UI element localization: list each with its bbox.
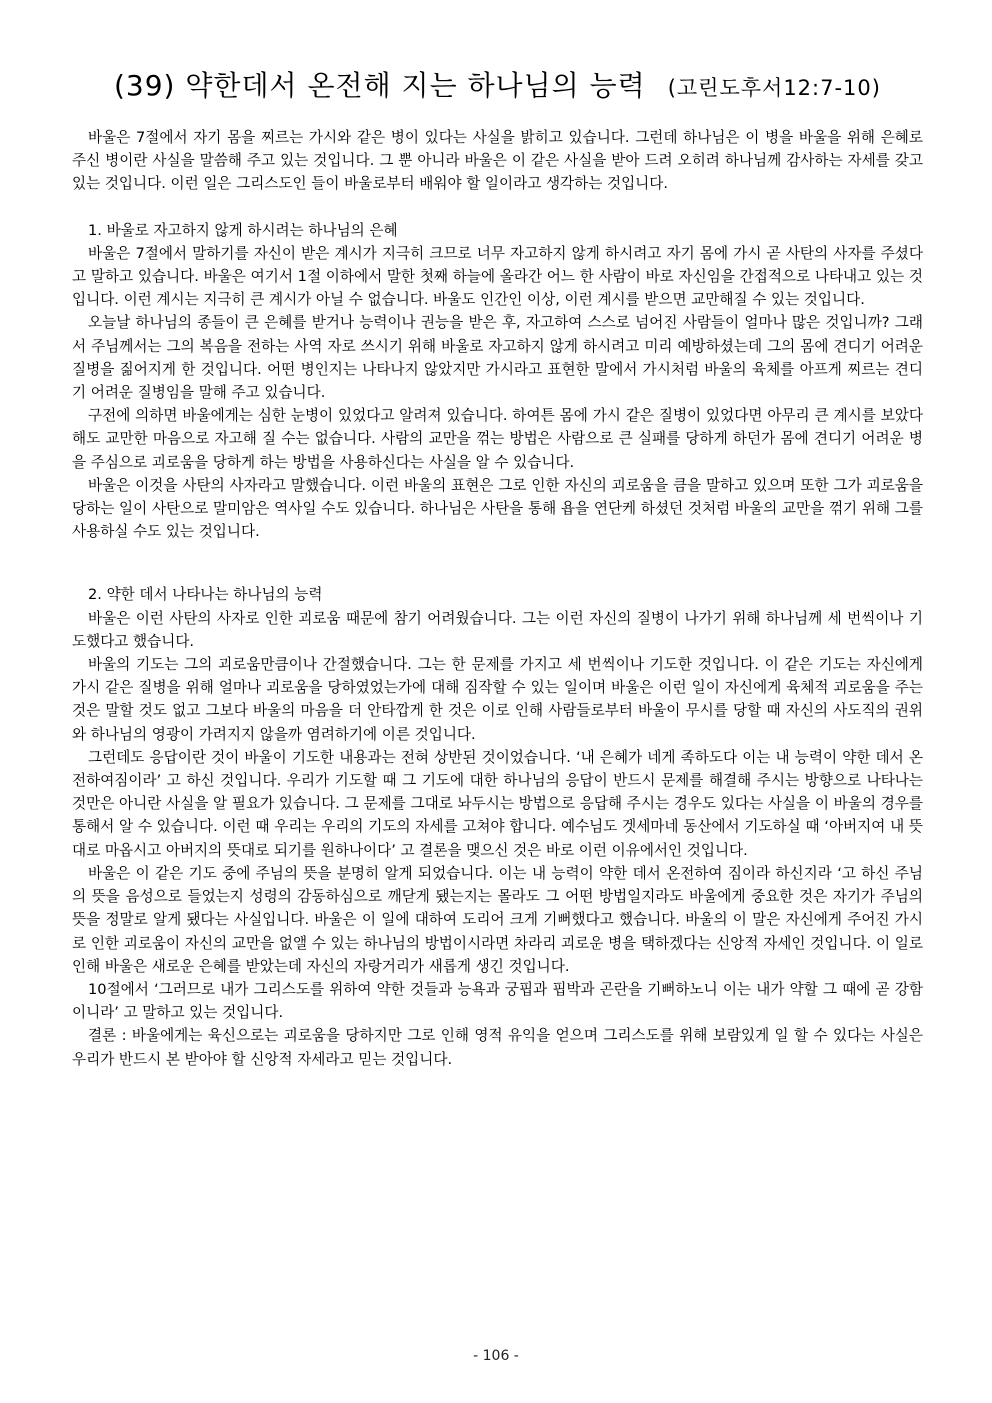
section-2-paragraph: 바울은 이 같은 기도 중에 주님의 뜻을 분명히 알게 되었습니다. 이는 내 능력이 약한 데서 온전하여 짐이라 하신지라 ‘고 하신 주님의 뜻을 음성으로 들었는지 성령의 감동하심으로 깨닫게 됐는지는 몰라도 그 어떤 방법일지라도 바울에게 중요한 것은 자기가 주님의 뜻을 정말로 알게 됐다는 사실입니다. 바울은 이 일에 대하여 도리어 크게 기뻐했다고 했습니다. 바울의 이 말은 자신에게 주어진 가시로 인한 괴로움이 자신의 교만을 없앨 수 있는 하나님의 방법이시라면 차라리 괴로운 병을 택하겠다는 신앙적 자세인 것입니다. 이 일로 인해 바울은 새로운 은혜를 받았는데 자신의 자랑거리가 새롭게 생긴 것입니다.: [72, 864, 923, 975]
section-2-heading: 2. 약한 데서 나타나는 하나님의 능력: [88, 586, 323, 604]
section-2-paragraph: 그런데도 응답이란 것이 바울이 기도한 내용과는 전혀 상반된 것이었습니다. ‘내 은혜가 네게 족하도다 이는 내 능력이 약한 데서 온전하여짐이라’ 고 하신 것입니다. 우리가 기도할 때 그 기도에 대한 하나님의 응답이 반드시 문제를 해결해 주시는 방향으로 나타나는 것만은 아니란 사실을 알 필요가 있습니다. 그 문제를 그대로 놔두시는 방법으로 응답해 주시는 경우도 있다는 사실을 이 바울의 경우를 통해서 알 수 있습니다. 이런 때 우리는 우리의 기도의 자세를 고쳐야 합니다. 예수님도 겟세마네 동산에서 기도하실 때 ‘아버지여 내 뜻대로 마옵시고 아버지의 뜻대로 되기를 원하나이다’ 고 결론을 맺으신 것은 바로 이런 이유에서인 것입니다.: [72, 748, 923, 859]
intro-paragraph: 바울은 7절에서 자기 몸을 찌르는 가시와 같은 병이 있다는 사실을 밝히고 있습니다. 그런데 하나님은 이 병을 바울을 위해 은혜로 주신 병이란 사실을 말씀해 주고 있는 것입니다. 그 뿐 아니라 바울은 이 같은 사실을 받아 드려 오히려 하나님께 감사하는 자세를 갖고 있는 것입니다. 이런 일은 그리스도인 들이 바울로부터 배워야 할 일이라고 생각하는 것입니다.: [72, 129, 923, 193]
section-1-paragraph: 오늘날 하나님의 종들이 큰 은혜를 받거나 능력이나 권능을 받은 후, 자고하여 스스로 넘어진 사람들이 얼마나 많은 것입니까? 그래서 주님께서는 그의 복음을 전하는 사역 자로 쓰시기 위해 바울로 자고하지 않게 하시려고 미리 예방하셨는데 그의 몸에 견디기 어려운 질병을 짊어지게 한 것입니다. 어떤 병인지는 나타나지 않았지만 가시라고 표현한 말에서 가시처럼 바울의 육체를 아프게 찌르는 견디기 어려운 질병임을 말해 주고 있습니다.: [72, 314, 923, 402]
section-1-paragraph: 바울은 이것을 사탄의 사자라고 말했습니다. 이런 바울의 표현은 그로 인한 자신의 괴로움을 큼을 말하고 있으며 또한 그가 괴로움을 당하는 일이 사탄으로 말미암은 역사일 수도 있습니다. 하나님은 사탄을 통해 욥을 연단케 하셨던 것처럼 바울의 교만을 꺾기 위해 그를 사용하실 수도 있는 것입니다.: [72, 476, 923, 541]
document-page: [72, 64, 923, 1071]
section-1-paragraph: 바울은 7절에서 말하기를 자신이 받은 계시가 지극히 크므로 너무 자고하지 않게 하시려고 자기 몸에 가시 곧 사탄의 사자를 주셨다고 말하고 있습니다. 바울은 여기서 1절 이하에서 말한 첫째 하늘에 올라간 어느 한 사람이 바로 자신임을 간접적으로 나타내고 있는 것입니다. 이런 계시는 지극히 큰 계시가 아닐 수 없습니다. 바울도 인간인 이상, 이런 계시를 받으면 교만해질 수 있는 것입니다.: [72, 244, 923, 309]
scripture-reference: (고린도후서12:7-10): [667, 76, 881, 100]
section-2-paragraph: 바울은 이런 사탄의 사자로 인한 괴로움 때문에 참기 어려웠습니다. 그는 이런 자신의 질병이 나가기 위해 하나님께 세 번씩이나 기도했다고 했습니다.: [72, 609, 923, 650]
section-spacer: [72, 543, 923, 565]
section-1-paragraph: 구전에 의하면 바울에게는 심한 눈병이 있었다고 알려져 있습니다. 하여튼 몸에 가시 같은 질병이 있었다면 아무리 큰 계시를 보았다 해도 교만한 마음으로 자고해 질 수는 없습니다. 사람의 교만을 꺾는 방법은 사람으로 큰 실패를 당하게 하던가 몸에 견디기 어려운 병을 주심으로 괴로움을 당하게 하는 방법을 사용하신다는 사실을 알 수 있습니다.: [72, 407, 923, 471]
page-title: (39) 약한데서 온전해 지는 하나님의 능력: [114, 69, 646, 102]
title-row: [72, 64, 923, 104]
page-number: - 106 -: [473, 1348, 519, 1364]
section-1-heading: 1. 바울로 자고하지 않게 하시려는 하나님의 은혜: [88, 221, 398, 239]
section-1: [72, 219, 923, 544]
conclusion-paragraph: 결론 : 바울에게는 육신으로는 괴로움을 당하지만 그로 인해 영적 유익을 얻으며 그리스도를 위해 보람있게 일 할 수 있다는 사실은 우리가 반드시 본 받아야 할 신앙적 자세라고 믿는 것입니다.: [72, 1027, 923, 1068]
section-2: [72, 583, 923, 1070]
section-2-paragraph: 바울의 기도는 그의 괴로움만큼이나 간절했습니다. 그는 한 문제를 가지고 세 번씩이나 기도한 것입니다. 이 같은 기도는 자신에게 가시 같은 질병을 위해 얼마나 괴로움을 당하였었는가에 대해 짐작할 수 있는 일이며 바울은 이런 일이 자신에게 육체적 괴로움을 주는 것은 말할 것도 없고 그보다 바울의 마음을 더 안타깝게 한 것은 이로 인해 사람들로부터 바울이 무시를 당할 때 자신의 사도직의 권위와 하나님의 영광이 가려지지 않을까 염려하기에 이른 것입니다.: [72, 656, 923, 743]
section-2-paragraph: 10절에서 ‘그러므로 내가 그리스도를 위하여 약한 것들과 능욕과 궁핍과 핍박과 곤란을 기뻐하노니 이는 내가 약할 그 때에 곧 강함이니라’ 고 말하고 있는 것입니다.: [72, 980, 923, 1022]
